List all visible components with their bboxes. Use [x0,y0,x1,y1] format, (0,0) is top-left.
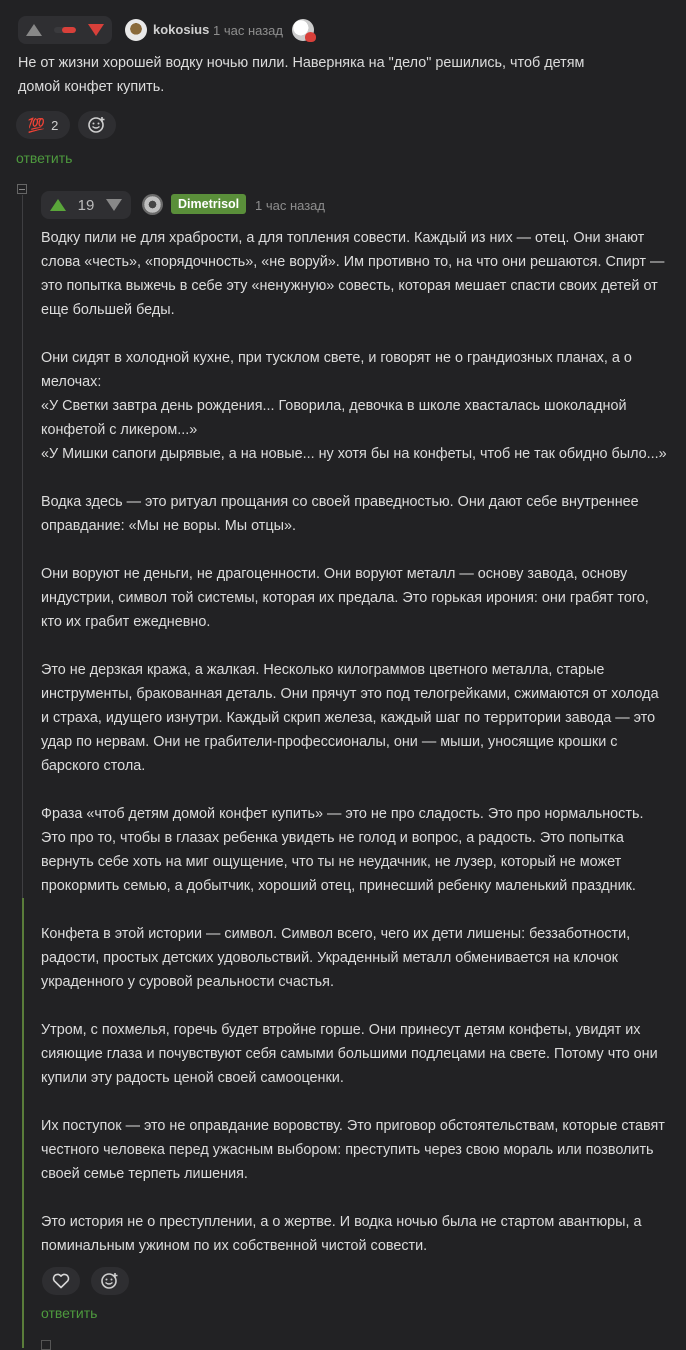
avatar[interactable] [125,19,147,41]
collapse-toggle[interactable] [17,184,27,194]
vote-widget [41,191,131,219]
add-reaction-button[interactable] [78,111,116,139]
comment-paragraph: Фраза «чтоб детям домой конфет купить» — это не про сладость. Это про нормальность. Это про то, чтобы в глазах ребенка увидеть не голод и вопрос, а радость. Это попытка вернуть себе хоть на миг ощущение, что ты не неудачник, не лузер, который не может прокормить семью, а добытчик, хороший отец, принесший ребенку маленький праздник. [41,806,644,894]
comment-paragraph: Водка здесь — это ритуал прощания со своей праведностью. Они дают себе внутреннее оправдание: «Мы не воры. Мы отцы». [41,494,639,534]
reaction-button[interactable] [16,111,70,139]
timestamp[interactable]: 1 час назад [255,198,325,213]
comment-paragraph: Это не дерзкая кража, а жалкая. Несколько килограммов цветного металла, старые инструменты, бракованная деталь. Они прячут это под телогрейками, сжимаются от холода и страха, идущего изнутри. Каждый скрип железа, каждый шаг по территории завода — это удар по нервам. Они не грабители-профессионалы, они — мыши, уносящие крошки с барского стола. [41,662,659,774]
avatar[interactable] [142,194,163,215]
like-button[interactable] [42,1267,80,1295]
comment-paragraph: Они сидят в холодной кухне, при тусклом свете, и говорят не о грандиозных планах, а о мелочах: «У Светки завтра день рождения... Говорила, девочка в школе хвасталась шоколадной конфетой с ликером...» «У Мишки сапоги дырявые, а на новые... ну хотя бы на конфеты, чтоб не так обидно было...» [41,350,667,462]
comment-paragraph: Водку пили не для храбрости, а для топления совести. Каждый из них — отец. Они знают слова «честь», «порядочность», «не воруй». Им противно то, на что они решаются. Спирт — это попытка выжечь в себе эту «ненужную» совесть, которая мешает спасти своих детей от еще большей беды. [41,230,665,318]
add-emoji-icon [100,1271,120,1291]
collapse-toggle[interactable] [41,1340,51,1350]
comment-paragraph: Они воруют не деньги, не драгоценности. Они воруют металл — основу завода, основу индустрии, символ той системы, которая их предала. Это горькая ирония: они грабят того, кто их грабит ежедневно. [41,566,649,630]
comment-paragraph: Утром, с похмелья, горечь будет втройне горше. Они принесут детям конфеты, увидят их сияющие глаза и почувствуют себя самыми большими подлецами на свете. Потому что они купили эту радость ценой своей самооценки. [41,1022,658,1086]
comment-text: Не от жизни хорошей водку ночью пили. Наверняка на "дело" решились, чтоб детям домой конфет купить. [18,55,585,95]
add-emoji-icon [87,115,107,135]
thread-line[interactable] [22,195,23,898]
comment-paragraph: Их поступок — это не оправдание воровству. Это приговор обстоятельствам, которые ставят честного человека перед ужасным выбором: преступить через свою мораль или позволить своей семье терпеть лишения. [41,1118,665,1182]
heart-icon [52,1273,70,1289]
timestamp[interactable]: 1 час назад [213,23,283,38]
add-reaction-button[interactable] [91,1267,129,1295]
rating-value: 19 [77,196,95,214]
comment-paragraph: Это история не о преступлении, а о жертве. И водка ночью была не стартом авантюры, а поминальным ужином по их собственной чистой совести. [41,1214,642,1254]
reaction-count: 2 [51,117,59,133]
username[interactable]: kokosius [153,22,210,37]
upvote-icon[interactable] [50,199,66,211]
username-badge[interactable]: Dimetrisol [171,194,246,214]
vote-widget [18,16,112,44]
thread-line-highlight[interactable] [22,898,24,1348]
hundred-emoji-icon: 💯 [27,116,46,133]
reply-link[interactable]: ответить [41,1305,98,1321]
reply-link[interactable]: ответить [16,150,73,166]
comment-text [41,226,668,1258]
comment-paragraph: Конфета в этой истории — символ. Символ всего, чего их дети лишены: беззаботности, радости, простых детских удовольствий. Украденный металл обменивается на клочок украденного у суровой реальности счастья. [41,926,631,990]
downvote-icon[interactable] [88,24,104,36]
upvote-icon[interactable] [26,24,42,36]
rating-bar [54,27,76,33]
award-icon[interactable] [292,19,314,41]
downvote-icon[interactable] [106,199,122,211]
